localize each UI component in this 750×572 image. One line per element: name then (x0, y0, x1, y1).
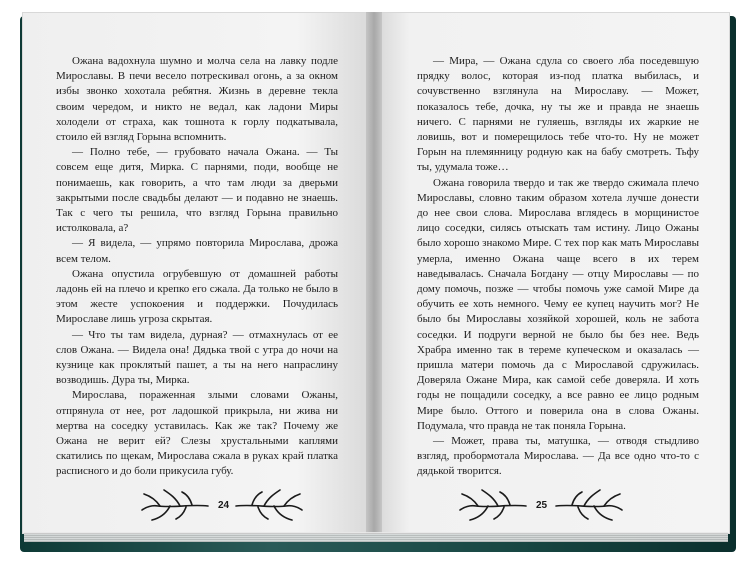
paragraph: Ожана опустила огрубевшую от домашней работы ладонь ей на плечо и крепко его сжала. Да только не было в этом жесте успокоения и поддержки. Почудилась Мирославе лишь угроза скрытая. (56, 267, 338, 326)
left-page-text (56, 54, 338, 480)
page-number: 24 (218, 500, 230, 511)
left-page (22, 12, 374, 534)
right-page (374, 12, 730, 534)
paragraph: — Может, права ты, матушка, — отводя стыдливо взгляд, пробормотала Мирослава. — Да все одно что-то с дядькой творится. (417, 435, 699, 478)
open-book (14, 12, 736, 552)
paragraph: — Что ты там видела, дурная? — отмахнулась от ее слов Ожана. — Видела она! Дядька твой с утра до ночи на кузнице как проклятый пашет, а ты на него напраслину возводишь. Дура ты, Мирка. (56, 328, 338, 387)
right-page-text (417, 54, 699, 480)
paragraph: Ожана говорила твердо и так же твердо сжимала плечо Мирославы, словно таким образом хотела лучше донести до нее свои слова. Мирослава вглядесь в морщинистое лицо соседки, силясь отыскать там истину. Лицо Ожаны было хорошо знакомо Мире. С тех пор как мать Мирославы умерла, именно Ожана чаще всего в их терем наведывалась. Сначала Богдану — отцу Мирославы — по дому помочь, позже — чтобы помочь уже самой Мире да обучить ее хоть немного. Чему ее купец научить мог? Не было бы Мирославы хозяйкой хорошей, коль не забота соседки. И подруги верной не было бы без нее. Ведь Храбра именно так в тереме купеческом и оказалась — пришла матери помочь да с Мирославой сдружилась. Доверяла Ожане Мира, как самой себе доверяла. И хоть годы не пощадили соседку, а все равно ее лицо родным Мире было. Оттого и поверила она в слова Ожаны. Подумала, что правда не так поняла Горына. (417, 176, 699, 432)
branch-ornament-icon (554, 486, 624, 522)
paragraph: — Я видела, — упрямо повторила Мирослава, дрожа всем телом. (56, 237, 338, 265)
book-spine-shadow (366, 12, 382, 534)
paragraph: Мирослава, пораженная злыми словами Ожаны, отпрянула от нее, рот ладошкой прикрыла, ни жива ни мертва на соседку уставилась. Как же так? Почему же Ожана не верит ей? Слезы хрустальными каплями скатились по щекам, Мирослава сжала в руках край платка расписного и до боли прикусила губу. (56, 389, 338, 478)
branch-ornament-icon (140, 486, 210, 522)
page-number: 25 (536, 500, 548, 511)
paragraph: Ожана вадохнула шумно и молча села на лавку подле Мирославы. В печи весело потрескивал огонь, а за окном избы звонко хохотала ребятня. Жизнь в деревне текла своим чередом, и никто не ведал, как ладони Миры холодели от страха, как тошнота к горлу подкатывала, стоило ей взгляд Горына вспомнить. (56, 55, 338, 144)
page-edges (24, 532, 728, 542)
branch-ornament-icon (458, 486, 528, 522)
paragraph: — Мира, — Ожана сдула со своего лба поседевшую прядку волос, которая из-под платка выбилась, и сочувственно взглянула на Мирославу. — Может, показалось тебе, дочка, ну ты же и правда не знаешь ничего. С парнями не гуляешь, взгляды их жаркие не ловишь, вот и померещилось тебе что-то. Ну не может Горын на племянницу родную как на бабу смотреть. Тьфу ты, удумала тоже… (417, 55, 699, 174)
branch-ornament-icon (234, 486, 304, 522)
paragraph: — Полно тебе, — грубовато начала Ожана. — Ты совсем еще дитя, Мирка. С парнями, поди, вообще не понимаешь, как говорить, а что там люди за дверьми закрытыми после свадьбы делают — и подавно не знаешь. Так с чего ты решила, что взгляд Горына правильно истолковала, а? (56, 146, 338, 235)
